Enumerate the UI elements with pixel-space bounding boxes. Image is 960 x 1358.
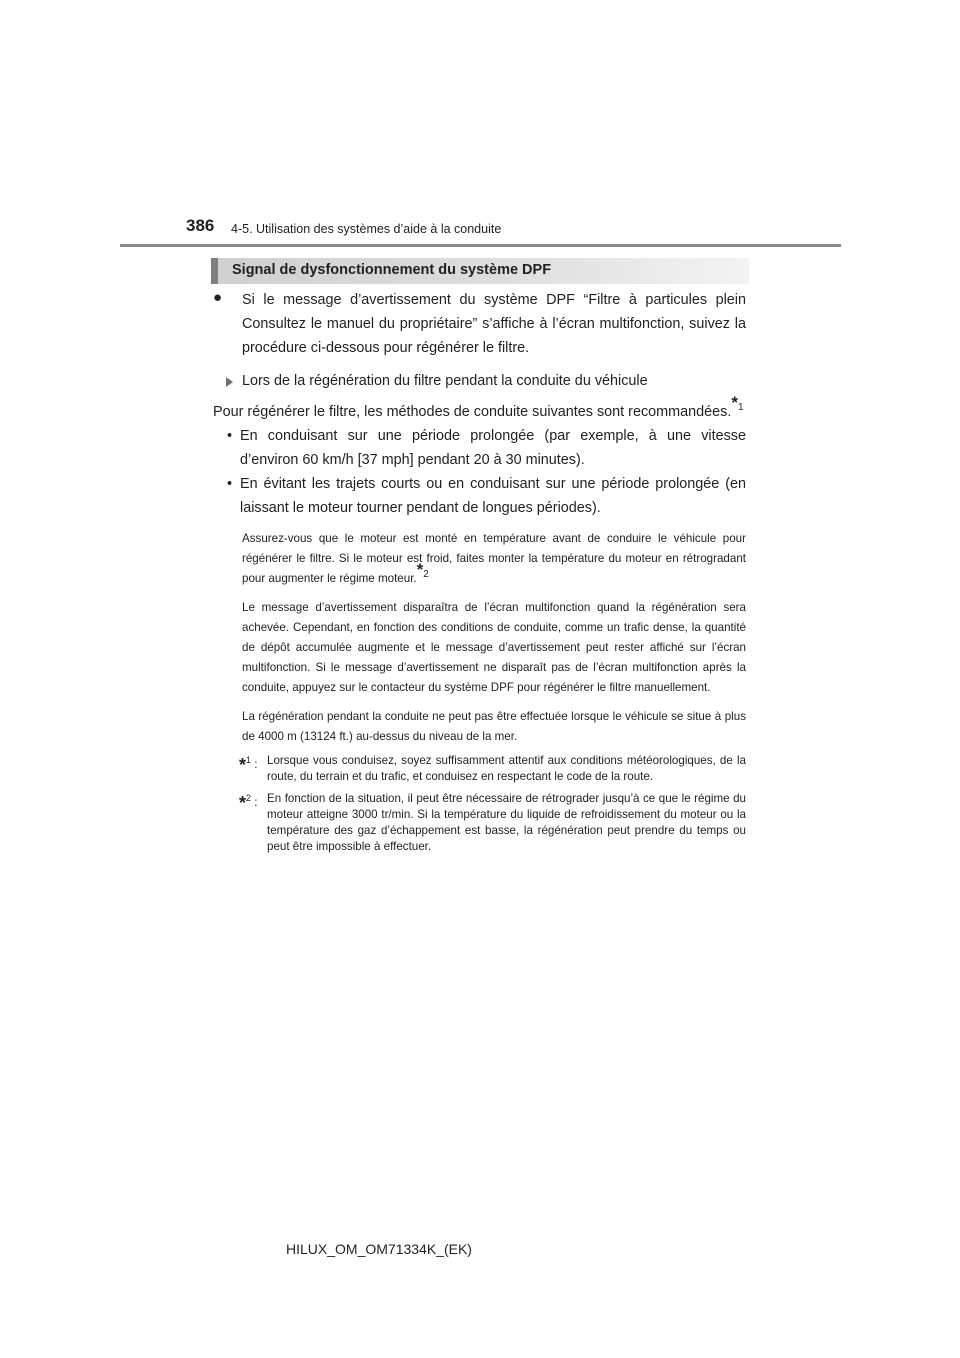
footnote-ref-num: 1 (737, 402, 744, 414)
bullet-text: Si le message d’avertissement du système DPF “Filtre à particules plein Consultez le manuel du propriétaire” s’affiche à l’écran multifonction, suivez la procédure ci-dessous pour régénérer le filtre. (242, 292, 746, 356)
footnote-text: En fonction de la situation, il peut être nécessaire de rétrograder jusqu’à ce que le régime du moteur atteigne 3000 tr/min. Si la température du liquide de refroidissement du moteur ou la température des gaz d’échappement est basse, la régénération peut prendre du temps ou peut être impossible à effectuer. (267, 792, 746, 853)
footnote-star-icon: * (416, 560, 424, 580)
footnote-marker (239, 752, 258, 773)
footnote-ref-num: 2 (423, 569, 429, 581)
footnote-separator: : (254, 758, 258, 771)
intro-paragraph (213, 393, 746, 424)
running-header: 4-5. Utilisation des systèmes d’aide à la conduite (231, 222, 502, 236)
bullet-item (213, 288, 746, 360)
list-item (213, 472, 746, 520)
note-text: Assurez-vous que le moteur est monté en température avant de conduire le véhicule pour régénérer le filtre. Si le moteur est froid, faites monter la température du moteur en rétrogradant pour augmenter le régime moteur. (242, 532, 746, 585)
footnote-separator: : (254, 796, 258, 809)
list-item-text: En évitant les trajets courts ou en conduisant sur une période prolongée (en laissant le moteur tourner pendant de longues périodes). (240, 476, 746, 516)
header-rule (120, 244, 841, 247)
footnote-text: Lorsque vous conduisez, soyez suffisamment attentif aux conditions météorologiques, de la route, du terrain et du trafic, et conduisez en respectant le code de la route. (267, 754, 746, 783)
footnote-2 (213, 791, 746, 855)
footnote-1 (213, 753, 746, 785)
footnote-star-icon: * (239, 793, 247, 813)
subheading-text: Lors de la régénération du filtre pendant la conduite du véhicule (242, 373, 648, 389)
footnote-star-icon: * (239, 755, 247, 775)
note-paragraph (213, 529, 746, 589)
note-paragraph: Le message d’avertissement disparaîtra de l’écran multifonction quand la régénération sera achevée. Cependant, en fonction des conditions de conduite, comme un trafic dense, la quantité de dépôt accumulée augmente et le message d’avertissement peut rester affiché sur l’écran multifonction. Si le message d’avertissement ne disparaît pas de l’écran multifonction après la conduite, appuyez sur le contacteur du système DPF pour régénérer le filtre manuellement. (242, 601, 746, 694)
note-paragraph: La régénération pendant la conduite ne peut pas être effectuée lorsque le véhicule se situe à plus de 4000 m (13124 ft.) au-dessus du niveau de la mer. (242, 710, 746, 743)
section-heading-bar (211, 258, 749, 284)
footnote-ref-1 (731, 393, 744, 414)
list-dot-icon: • (227, 428, 233, 444)
page-content (213, 288, 746, 855)
footnote-ref-2 (416, 560, 429, 581)
footnote-number: 2 (246, 793, 252, 803)
list-dot-icon: • (227, 476, 233, 492)
page-number: 386 (186, 216, 215, 235)
bullet-dot-icon: ● (213, 289, 223, 306)
list-item (213, 424, 746, 472)
triangle-arrow-icon (226, 377, 233, 387)
footnote-star-icon: * (731, 393, 738, 413)
subheading (213, 369, 746, 393)
footnote-number: 1 (246, 755, 252, 765)
intro-text: Pour régénérer le filtre, les méthodes de conduite suivantes sont recommandées. (213, 404, 732, 420)
list-item-text: En conduisant sur une période prolongée (par exemple, à une vitesse d’environ 60 km/h [37 mph] pendant 20 à 30 minutes). (240, 428, 746, 468)
document-code: HILUX_OM_OM71334K_(EK) (286, 1241, 472, 1257)
section-title: Signal de dysfonctionnement du système DPF (232, 262, 552, 278)
footnote-marker (239, 790, 258, 811)
